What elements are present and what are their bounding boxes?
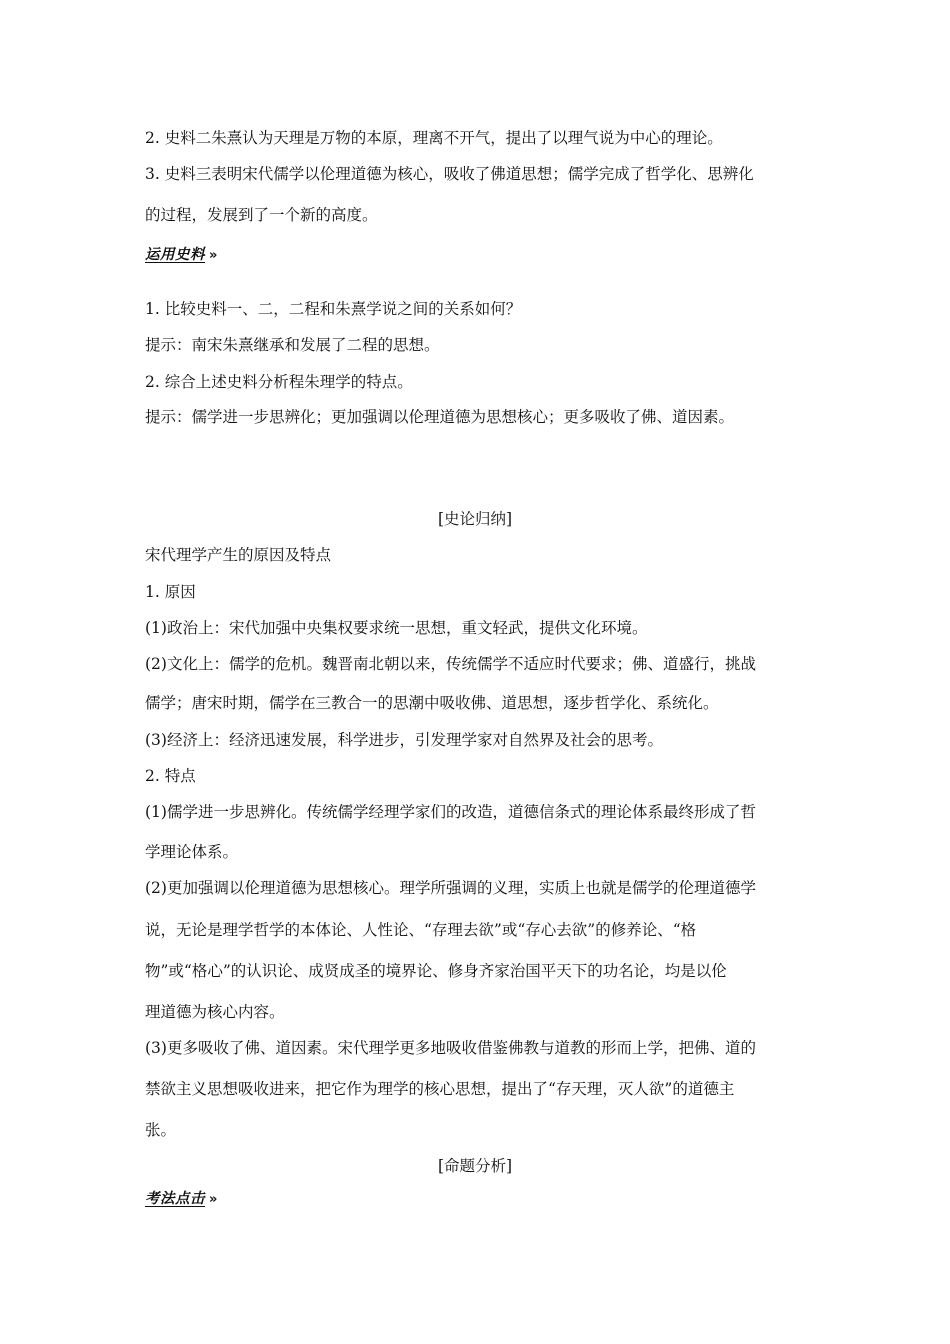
paragraph-line: 理道德为核心内容。 (145, 1003, 285, 1021)
paragraph-line: 儒学；唐宋时期，儒学在三教合一的思潮中吸收佛、道思想，逐步哲学化、系统化。 (145, 694, 719, 712)
paragraph-line: 说，无论是理学哲学的本体论、人性论、“存理去欲”或“存心去欲”的修养论、“格 (145, 921, 697, 939)
section-heading-label: 运用史料 (145, 247, 205, 263)
section-heading-exam-points (145, 1189, 218, 1210)
paragraph-line: (3)更多吸收了佛、道因素。宋代理学更多地吸收借鉴佛教与道教的形而上学，把佛、道的 (145, 1039, 756, 1057)
double-chevron-icon: » (209, 248, 218, 263)
question-line: 1. 比较史料一、二，二程和朱熹学说之间的关系如何？ (145, 300, 522, 318)
paragraph-line: 学理论体系。 (145, 843, 239, 861)
section-heading-label: 考法点击 (145, 1191, 205, 1207)
paragraph-line: 1. 原因 (145, 583, 196, 601)
paragraph-line: 3. 史料三表明宋代儒学以伦理道德为核心，吸收了佛道思想；儒学完成了哲学化、思辨化 (145, 165, 754, 183)
paragraph-line: 2. 特点 (145, 767, 196, 785)
paragraph-line: (2)更加强调以伦理道德为思想核心。理学所强调的义理，实质上也就是儒学的伦理道德学 (145, 879, 756, 897)
paragraph-line: (1)政治上：宋代加强中央集权要求统一思想，重文轻武，提供文化环境。 (145, 619, 648, 637)
paragraph-line: (3)经济上：经济迅速发展，科学进步，引发理学家对自然界及社会的思考。 (145, 731, 663, 749)
hint-line: 提示：儒学进一步思辨化；更加强调以伦理道德为思想核心；更多吸收了佛、道因素。 (145, 408, 735, 426)
section-heading-apply-sources (145, 245, 218, 266)
paragraph-line: 物”或“格心”的认识论、成贤成圣的境界论、修身齐家治国平天下的功名论，均是以伦 (145, 962, 727, 980)
paragraph-line: 张。 (145, 1121, 177, 1139)
centered-heading-analysis: [命题分析] (437, 1157, 513, 1175)
paragraph-line: (1)儒学进一步思辨化。传统儒学经理学家们的改造，道德信条式的理论体系最终形成了哲 (145, 803, 756, 821)
paragraph-line: 禁欲主义思想吸收进来，把它作为理学的核心思想，提出了“存天理，灭人欲”的道德主 (145, 1080, 735, 1098)
hint-line: 提示：南宋朱熹继承和发展了二程的思想。 (145, 336, 440, 354)
paragraph-line: 宋代理学产生的原因及特点 (145, 546, 332, 564)
centered-heading-summary: [史论归纳] (437, 510, 513, 528)
double-chevron-icon: » (209, 1192, 218, 1207)
paragraph-line: 2. 史料二朱熹认为天理是万物的本原，理离不开气，提出了以理气说为中心的理论。 (145, 129, 723, 147)
paragraph-line: (2)文化上：儒学的危机。魏晋南北朝以来，传统儒学不适应时代要求；佛、道盛行，挑战 (145, 655, 756, 673)
question-line: 2. 综合上述史料分析程朱理学的特点。 (145, 373, 413, 391)
paragraph-line: 的过程，发展到了一个新的高度。 (145, 206, 378, 224)
